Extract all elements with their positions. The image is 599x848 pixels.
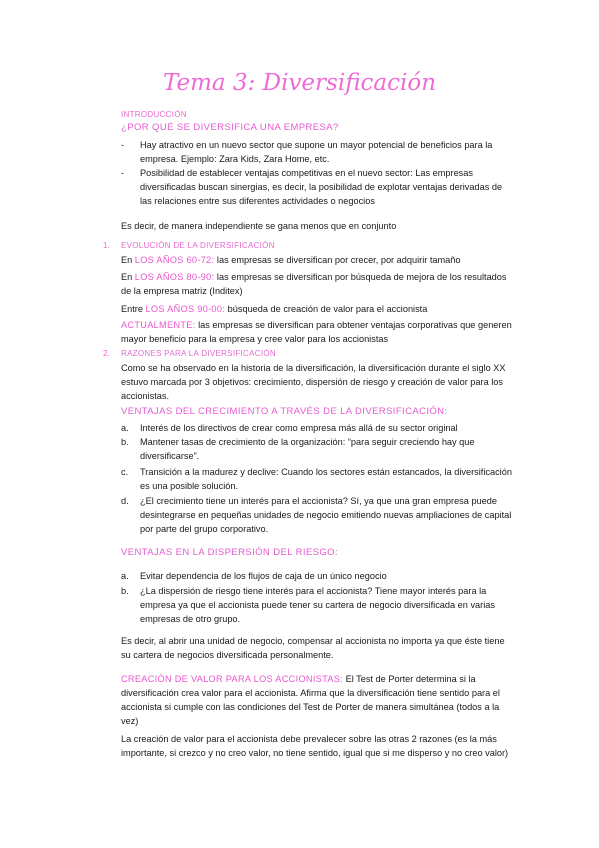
risk-conclusion: Es decir, al abrir una unidad de negocio, compensar al accionista no importa ya que éste tiene su cartera de negocios diversificada personalmente.	[121, 636, 505, 660]
risk-heading: VENTAJAS EN LA DISPERSIÓN DEL RIESGO:	[121, 547, 338, 558]
value-conclusion: La creación de valor para el accionista debe prevalecer sobre las otras 2 razones (es la más importante, si crezco y no creo valor, no tiene sentido, igual que si me disperso y no creo valor)	[121, 734, 509, 758]
value-heading: CREACIÓN DE VALOR PARA LOS ACCIONISTAS:	[121, 674, 344, 684]
intro-conclusion: Es decir, de manera independiente se gana menos que en conjunto	[121, 221, 397, 231]
value-paragraph: CREACIÓN DE VALOR PARA LOS ACCIONISTAS: El Test de Porter determina si la diversificación crea valor para el accionista. Afirma que la diversificación tiene sentido para el accionista si cumple con las condiciones del Test de Porter de manera simultánea (todos a la vez)	[121, 674, 500, 726]
evolution-line: En LOS AÑOS 80-90: las empresas se diversifican por búsqueda de mejora de los resultados de la empresa matriz (Inditex)	[121, 272, 507, 296]
reasons-paragraph: Como se ha observado en la historia de la diversificación, la diversificación durante el siglo XX estuvo marcada por 3 objetivos: crecimiento, dispersión de riesgo y creación de valor para los accionistas.	[121, 363, 506, 401]
growth-item: d. ¿El crecimiento tiene un interés para el accionista? Sí, ya que una gran empresa puede desintegrarse en pequeñas unidades de negocio emitiendo nuevas ampliaciones de capital por parte del grupo corporativo.	[121, 496, 512, 534]
growth-heading: VENTAJAS DEL CRECIMIENTO A TRAVÉS DE LA DIVERSIFICACIÓN:	[121, 406, 448, 417]
dash-marker: -	[121, 168, 125, 178]
section-number: 2.	[103, 349, 110, 358]
section-intro-label: INTRODUCCIÓN	[121, 110, 187, 119]
risk-item: b. ¿La dispersión de riesgo tiene interés para el accionista? Tiene mayor interés para la empresa ya que el accionista puede tener su cartera de negocio diversificada en varias empresas de otro grupo.	[121, 586, 495, 624]
growth-item: c. Transición a la madurez y declive: Cuando los sectores están estancados, la diversificación es una posible solución.	[121, 467, 512, 491]
risk-item: a. Evitar dependencia de los flujos de caja de un único negocio	[121, 571, 387, 581]
section-reasons-label: RAZONES PARA LA DIVERSIFICACIÓN	[121, 349, 276, 358]
intro-bullet: - Hay atractivo en un nuevo sector que supone un mayor potencial de beneficios para la empresa. Ejemplo: Zara Kids, Zara Home, etc.	[121, 140, 493, 164]
dash-marker: -	[121, 140, 125, 150]
growth-item: b. Mantener tasas de crecimiento de la organización: “para seguir creciendo hay que diversificarse”.	[121, 437, 475, 461]
section-evolution-label: EVOLUCIÓN DE LA DIVERSIFICACIÓN	[121, 241, 275, 250]
document-title: Tema 3: Diversificación	[162, 70, 437, 96]
evolution-line: En LOS AÑOS 60-72: las empresas se diversifican por crecer, por adquirir tamaño	[121, 255, 461, 265]
evolution-line: ACTUALMENTE: las empresas se diversifican para obtener ventajas corporativas que generen mayor beneficio para la empresa y cree valor para los accionistas	[121, 320, 512, 344]
intro-bullet: - Posibilidad de establecer ventajas competitivas en el nuevo sector: Las empresas diversificadas buscan sinergias, es decir, la posibilidad de explotar ventajas derivadas de las relaciones entre sus diferentes actividades o negocios	[121, 168, 503, 206]
growth-item: a. Interés de los directivos de crear como empresa más allá de su sector original	[121, 423, 458, 433]
evolution-line: Entre LOS AÑOS 90-00: búsqueda de creación de valor para el accionista	[121, 304, 428, 314]
intro-question-heading: ¿POR QUÉ SE DIVERSIFICA UNA EMPRESA?	[121, 122, 339, 133]
section-number: 1.	[103, 241, 110, 250]
